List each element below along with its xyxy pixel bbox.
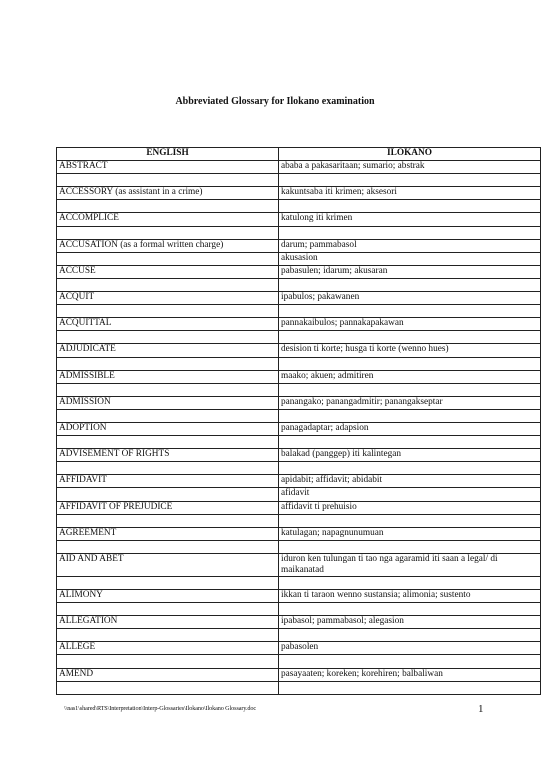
table-row bbox=[57, 590, 541, 603]
table-row bbox=[57, 576, 541, 589]
table-row bbox=[57, 278, 541, 291]
english-term: ALLEGE bbox=[57, 642, 279, 655]
table-row bbox=[57, 239, 541, 252]
table-row bbox=[57, 553, 541, 576]
table-row bbox=[57, 603, 541, 616]
footer-file-path: \\nas1\shared\RTS\Interpretation\Interp-Glossaries\Ilokano\Ilokano Glossary.doc bbox=[64, 705, 257, 712]
table-row bbox=[57, 344, 541, 357]
english-term: AID AND ABET bbox=[57, 553, 279, 576]
english-term bbox=[57, 462, 279, 475]
english-term: AGREEMENT bbox=[57, 527, 279, 540]
ilokano-translation bbox=[279, 409, 541, 422]
table-row bbox=[57, 318, 541, 331]
english-term: AFFIDAVIT bbox=[57, 475, 279, 488]
english-term bbox=[57, 603, 279, 616]
ilokano-translation: pasayaaten; koreken; korehiren; balbaliwan bbox=[279, 668, 541, 681]
table-row bbox=[57, 383, 541, 396]
ilokano-translation: apidabit; affidavit; abidabit bbox=[279, 475, 541, 488]
english-term bbox=[57, 383, 279, 396]
english-term: AMEND bbox=[57, 668, 279, 681]
english-term: ADJUDICATE bbox=[57, 344, 279, 357]
english-term: AFFIDAVIT OF PREJUDICE bbox=[57, 501, 279, 514]
ilokano-translation bbox=[279, 331, 541, 344]
ilokano-translation: affidavit ti prehuisio bbox=[279, 501, 541, 514]
table-row bbox=[57, 514, 541, 527]
ilokano-translation: ikkan ti taraon wenno sustansia; alimonia; sustento bbox=[279, 590, 541, 603]
ilokano-translation bbox=[279, 655, 541, 668]
table-row bbox=[57, 226, 541, 239]
ilokano-translation: pabasulen; idarum; akusaran bbox=[279, 265, 541, 278]
table-row bbox=[57, 213, 541, 226]
table-row bbox=[57, 616, 541, 629]
table-row bbox=[57, 292, 541, 305]
page-number: 1 bbox=[478, 703, 484, 715]
table-row bbox=[57, 265, 541, 278]
ilokano-translation: desision ti korte; husga ti korte (wenno hues) bbox=[279, 344, 541, 357]
ilokano-translation: ipabulos; pakawanen bbox=[279, 292, 541, 305]
english-term: ALIMONY bbox=[57, 590, 279, 603]
ilokano-translation: pannakaibulos; pannakapakawan bbox=[279, 318, 541, 331]
table-row bbox=[57, 409, 541, 422]
english-term bbox=[57, 681, 279, 694]
english-term bbox=[57, 629, 279, 642]
english-term: ACQUIT bbox=[57, 292, 279, 305]
ilokano-translation bbox=[279, 540, 541, 553]
ilokano-translation bbox=[279, 681, 541, 694]
english-term bbox=[57, 200, 279, 213]
table-row bbox=[57, 527, 541, 540]
table-row bbox=[57, 501, 541, 514]
table-row bbox=[57, 436, 541, 449]
english-term: ALLEGATION bbox=[57, 616, 279, 629]
english-term: ADOPTION bbox=[57, 422, 279, 435]
table-row bbox=[57, 449, 541, 462]
ilokano-translation: pabasolen bbox=[279, 642, 541, 655]
english-term bbox=[57, 252, 279, 265]
column-header-ilokano: ILOKANO bbox=[279, 148, 541, 161]
english-term: ADVISEMENT OF RIGHTS bbox=[57, 449, 279, 462]
table-row bbox=[57, 200, 541, 213]
ilokano-translation bbox=[279, 514, 541, 527]
english-term bbox=[57, 655, 279, 668]
ilokano-translation: ababa a pakasaritaan; sumario; abstrak bbox=[279, 161, 541, 174]
table-row bbox=[57, 681, 541, 694]
ilokano-translation bbox=[279, 174, 541, 187]
ilokano-translation bbox=[279, 200, 541, 213]
table-row bbox=[57, 488, 541, 501]
ilokano-translation: afidavit bbox=[279, 488, 541, 501]
ilokano-translation bbox=[279, 278, 541, 291]
ilokano-translation bbox=[279, 629, 541, 642]
ilokano-translation: panangako; panangadmitir; panangakseptar bbox=[279, 396, 541, 409]
english-term bbox=[57, 357, 279, 370]
ilokano-translation: iduron ken tulungan ti tao nga agaramid iti saan a legal/ di maikanatad bbox=[279, 553, 541, 576]
english-term: ADMISSION bbox=[57, 396, 279, 409]
ilokano-translation: maako; akuen; admitiren bbox=[279, 370, 541, 383]
ilokano-translation bbox=[279, 576, 541, 589]
english-term bbox=[57, 278, 279, 291]
table-row bbox=[57, 187, 541, 200]
ilokano-translation: darum; pammabasol bbox=[279, 239, 541, 252]
english-term: ACCUSE bbox=[57, 265, 279, 278]
table-row bbox=[57, 161, 541, 174]
table-row bbox=[57, 252, 541, 265]
table-row bbox=[57, 629, 541, 642]
page-title: Abbreviated Glossary for Ilokano examination bbox=[175, 96, 375, 107]
ilokano-translation bbox=[279, 436, 541, 449]
table-row bbox=[57, 668, 541, 681]
table-header-row bbox=[57, 148, 541, 161]
table-row bbox=[57, 370, 541, 383]
table-row bbox=[57, 475, 541, 488]
table-row bbox=[57, 396, 541, 409]
english-term: ACQUITTAL bbox=[57, 318, 279, 331]
english-term bbox=[57, 488, 279, 501]
table-row bbox=[57, 357, 541, 370]
table-row bbox=[57, 305, 541, 318]
english-term: ABSTRACT bbox=[57, 161, 279, 174]
english-term: ADMISSIBLE bbox=[57, 370, 279, 383]
table-row bbox=[57, 174, 541, 187]
ilokano-translation bbox=[279, 383, 541, 396]
english-term: ACCUSATION (as a formal written charge) bbox=[57, 239, 279, 252]
english-term bbox=[57, 226, 279, 239]
table-row bbox=[57, 462, 541, 475]
table-row bbox=[57, 422, 541, 435]
ilokano-translation bbox=[279, 603, 541, 616]
english-term bbox=[57, 540, 279, 553]
table-row bbox=[57, 642, 541, 655]
ilokano-translation: katulagan; napagnunumuan bbox=[279, 527, 541, 540]
ilokano-translation bbox=[279, 462, 541, 475]
column-header-english: ENGLISH bbox=[57, 148, 279, 161]
table-row bbox=[57, 331, 541, 344]
english-term bbox=[57, 409, 279, 422]
english-term bbox=[57, 174, 279, 187]
ilokano-translation: balakad (panggep) iti kalintegan bbox=[279, 449, 541, 462]
ilokano-translation bbox=[279, 357, 541, 370]
english-term: ACCOMPLICE bbox=[57, 213, 279, 226]
table-row bbox=[57, 655, 541, 668]
english-term bbox=[57, 576, 279, 589]
english-term bbox=[57, 436, 279, 449]
glossary-body bbox=[57, 148, 541, 695]
english-term: ACCESSORY (as assistant in a crime) bbox=[57, 187, 279, 200]
ilokano-translation: katulong iti krimen bbox=[279, 213, 541, 226]
ilokano-translation: akusasion bbox=[279, 252, 541, 265]
glossary-table bbox=[56, 147, 541, 695]
ilokano-translation bbox=[279, 226, 541, 239]
ilokano-translation bbox=[279, 305, 541, 318]
ilokano-translation: kakuntsaba iti krimen; aksesori bbox=[279, 187, 541, 200]
ilokano-translation: ipabasol; pammabasol; alegasion bbox=[279, 616, 541, 629]
english-term bbox=[57, 305, 279, 318]
table-row bbox=[57, 540, 541, 553]
english-term bbox=[57, 514, 279, 527]
english-term bbox=[57, 331, 279, 344]
ilokano-translation: panagadaptar; adapsion bbox=[279, 422, 541, 435]
